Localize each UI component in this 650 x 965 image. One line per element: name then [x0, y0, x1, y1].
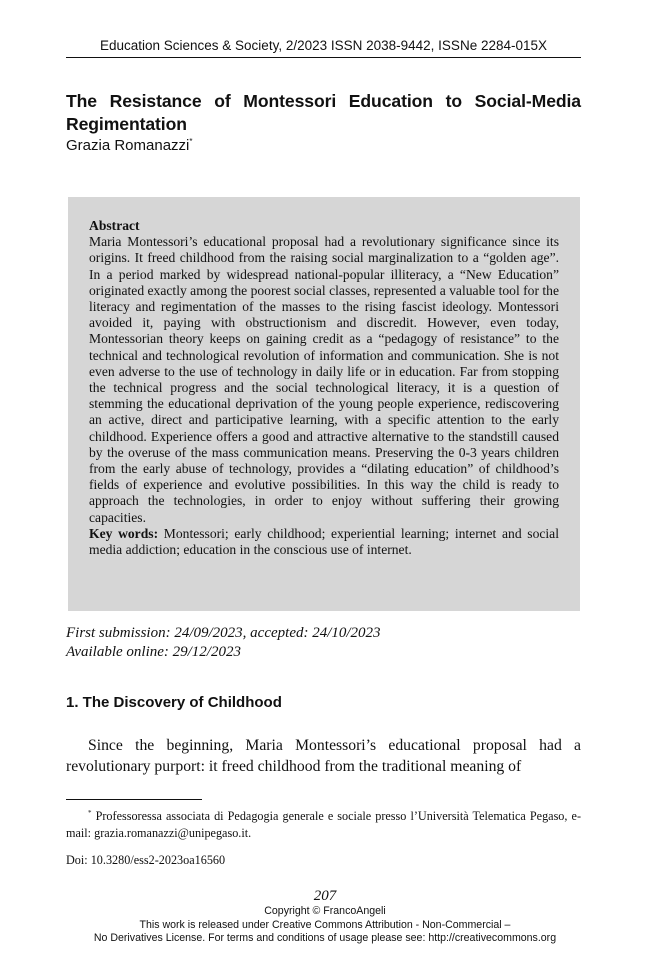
doi[interactable]: Doi: 10.3280/ess2-2023oa16560 — [66, 853, 226, 867]
page-number: 207 — [313, 888, 337, 904]
footnote-divider — [66, 799, 202, 800]
license-footer — [0, 905, 650, 946]
publication-dates — [66, 624, 381, 662]
running-header: Education Sciences & Society, 2/2023 ISSN 2038-9442, ISSNe 2284-015X — [66, 38, 581, 58]
footnote-marker: * — [88, 809, 92, 817]
abstract-text: Maria Montessori’s educational proposal had a revolutionary significance since its origins. It freed childhood from the raising social marginalization to a “golden age”. In a period marked by widespread national-popular illiteracy, a “New Education” originated exactly among the poorest social classes, represented a valuable tool for the literacy and regimentation of the masses to the rising fascist ideology. Montessori avoided it, paying with obstructionism and discredit. However, even today, Montessorian theory keeps on gaining credit as a “pedagogy of resistance” to the technical and technological revolution of information and communication. She is not even adverse to the use of technology in daily life or in education. Far from stopping the technical progress and the social technological literacy, it is a question of stemming the educational deprivation of the young people experience, rediscovering an active, direct and participative learning, with a specific attention to the early childhood. Experience offers a good and attractive alternative to the standstill caused by the overuse of the mass communication means. Preserving the 0-3 years children from the early abuse of technology, provides a “dilating education” of childhood’s fields of experience and evolutive possibilities. In this way the child is ready to approach the technologies, in order to enjoy without suffering their growing capacities. — [89, 234, 559, 525]
license-line-2[interactable]: No Derivatives License. For terms and conditions of usage please see: http://creativecommons.org — [93, 932, 557, 945]
submission-date: First submission: 24/09/2023, accepted: 24/10/2023 — [66, 625, 381, 641]
abstract-heading: Abstract — [89, 218, 140, 233]
author-name — [66, 137, 193, 154]
article-title: The Resistance of Montessori Education to Social-Media Regimentation — [66, 91, 581, 134]
author-footnote-marker[interactable]: * — [189, 137, 193, 146]
body-paragraph: Since the beginning, Maria Montessori’s educational proposal had a revolutionary purport: it freed childhood from the traditional meaning of — [66, 737, 581, 775]
abstract-box — [68, 197, 580, 611]
online-date: Available online: 29/12/2023 — [66, 644, 241, 660]
keywords-paragraph — [89, 526, 559, 558]
footnote — [66, 805, 581, 842]
abstract-content — [89, 218, 559, 558]
footnote-text: Professoressa associata di Pedagogia generale e sociale presso l’Università Telematica Pegaso, e-mail: grazia.romanazzi@unipegaso.it. — [66, 809, 581, 841]
keywords-text: Montessori; early childhood; experiential learning; internet and social media addiction; education in the conscious use of internet. — [89, 525, 559, 558]
author-name-text: Grazia Romanazzi — [66, 137, 190, 154]
copyright-line: Copyright © FrancoAngeli — [264, 905, 386, 917]
license-line-1: This work is released under Creative Commons Attribution - Non-Commercial – — [139, 918, 511, 931]
section-heading: 1. The Discovery of Childhood — [66, 694, 282, 711]
keywords-label: Key words: — [89, 525, 159, 541]
